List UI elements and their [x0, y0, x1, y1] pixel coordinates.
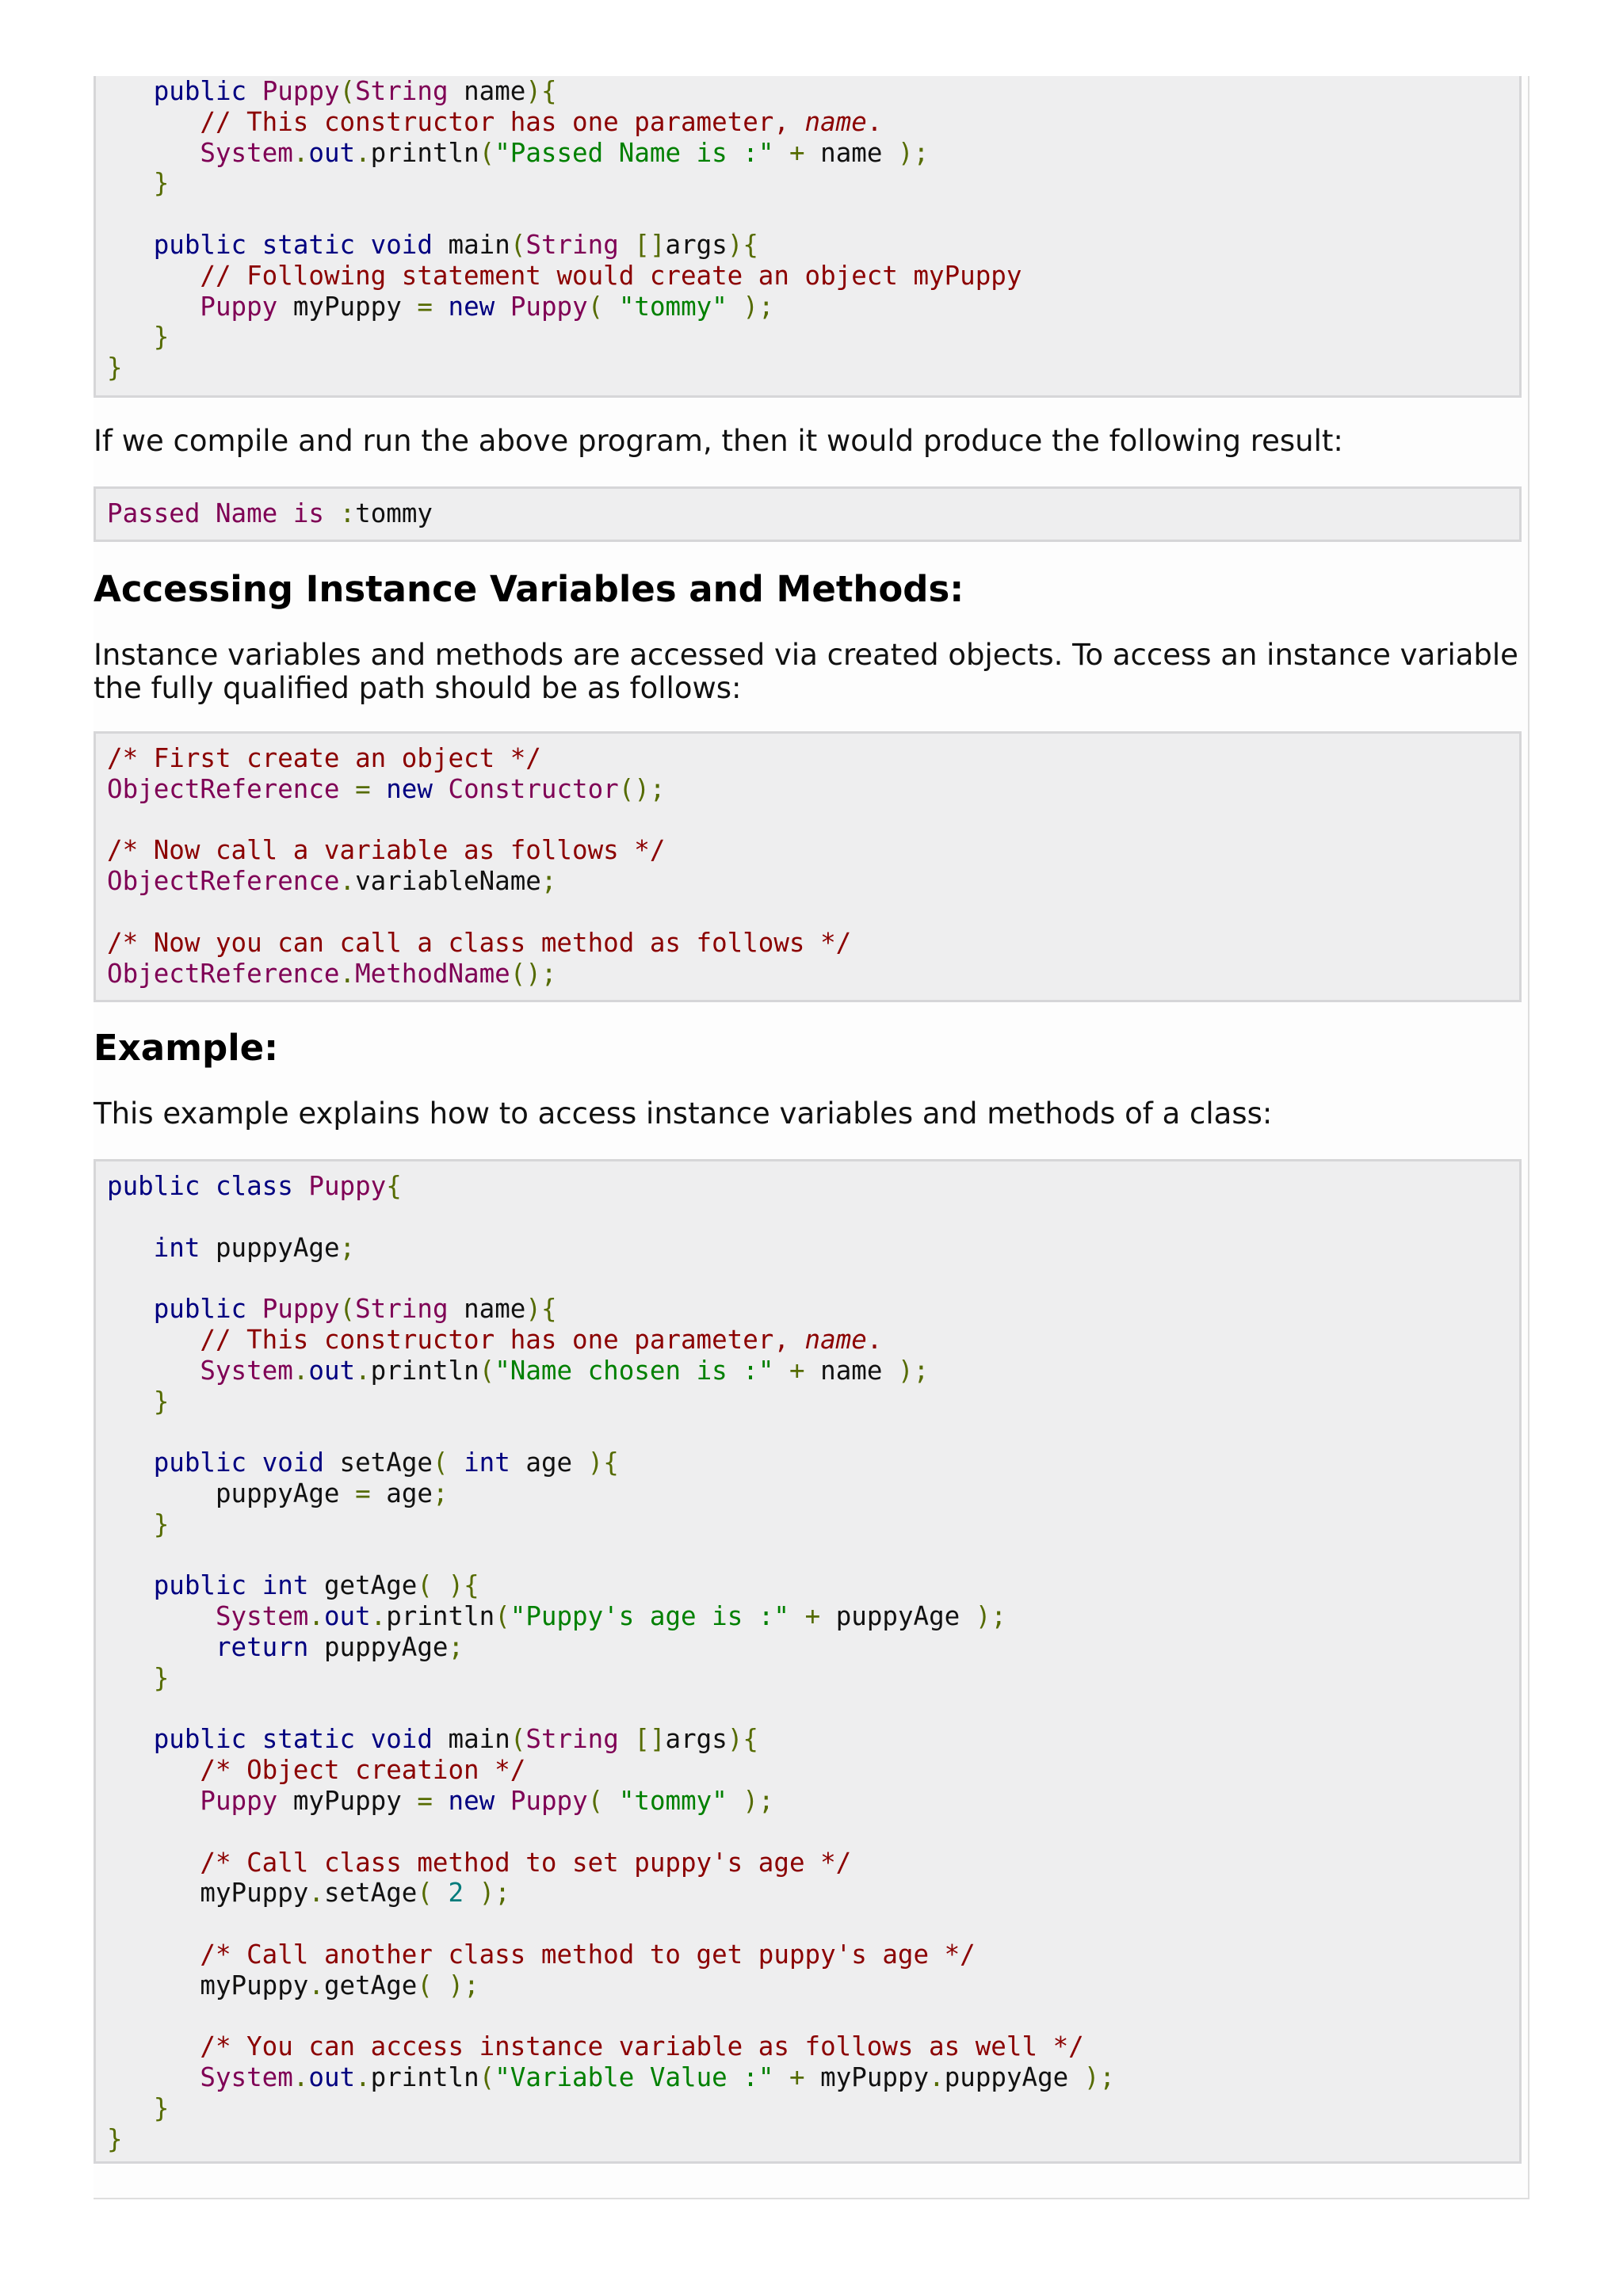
- output-block: Passed Name is :tommy: [94, 486, 1522, 542]
- paragraph-instance-access: Instance variables and methods are accessed via created objects. To access an instance variable the fully qualified path should be as follows:: [94, 638, 1518, 705]
- code-block-object-reference: /* First create an object */ ObjectReference = new Constructor(); /* Now call a variable as follows */ ObjectReference.variableName; /* Now you can call a class method as follows */ ObjectReference.MethodName();: [94, 731, 1522, 1002]
- paragraph-example-intro: This example explains how to access instance variables and methods of a class:: [94, 1097, 1273, 1131]
- heading-accessing-instance-variables: Accessing Instance Variables and Methods:: [94, 568, 964, 610]
- paragraph-compile-result: If we compile and run the above program, then it would produce the following result:: [94, 424, 1343, 458]
- page-top-margin: [0, 0, 1623, 76]
- code-block-constructor-example: public Puppy(String name){ // This constructor has one parameter, name. System.out.println("Passed Name is :" + name ); } public static void main(String []args){ // Following statement would create an object myPuppy Puppy myPuppy = new Puppy( "tommy" ); } }: [94, 76, 1522, 398]
- heading-example: Example:: [94, 1027, 279, 1069]
- code-block-puppy-class: public class Puppy{ int puppyAge; public Puppy(String name){ // This constructor has one parameter, name. System.out.println("Name chosen is :" + name ); } public void setAge( int age ){ puppyAge = age; } public int getAge( ){ System.out.println("Puppy's age is :" + puppyAge ); return puppyAge; } public static void main(String []args){ /* Object creation */ Puppy myPuppy = new Puppy( "tommy" ); /* Call class method to set puppy's age */ myPuppy.setAge( 2 ); /* Call another class method to get puppy's age */ myPuppy.getAge( ); /* You can access instance variable as follows as well */ System.out.println("Variable Value :" + myPuppy.puppyAge ); } }: [94, 1159, 1522, 2164]
